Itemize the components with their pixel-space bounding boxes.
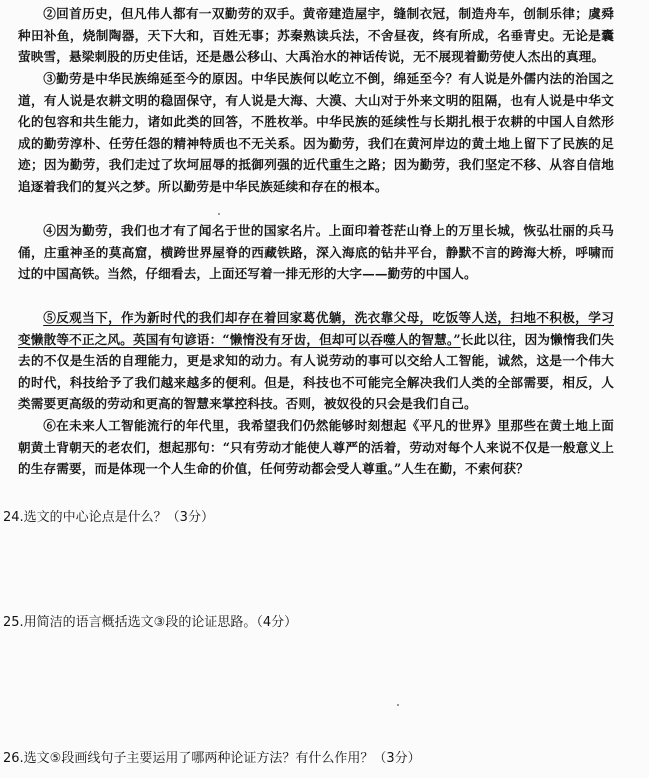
question-26: 26.选文⑤段画线句子主要运用了哪两种论证方法？有什么作用？（3分） bbox=[3, 751, 421, 766]
scan-speck bbox=[397, 704, 399, 706]
question-24: 24.选文的中心论点是什么？（3分） bbox=[3, 510, 214, 525]
underlined-sentence: ⑤反观当下，作为新时代的我们却存在着回家葛优躺，洗衣靠父母，吃饭等人送，扫地不积极，学习变懒散等不正之风。英国有句谚语：“懒惰没有牙齿，但却可以吞噬人的智慧。” bbox=[18, 310, 614, 347]
paragraph-4: ④因为勤劳，我们也才有了闻名于世的国家名片。上面印着苍茫山脊上的万里长城，恢弘壮丽的兵马俑，庄重神圣的莫高窟，横跨世界屋脊的西藏铁路，深入海底的钻井平台，静默不言的跨海大桥，呼啸而过的中国高铁。当然，仔细看去，上面还写着一排无形的大字——勤劳的中国人。 bbox=[18, 223, 614, 282]
paragraph-5-rest: 长此以往，因为懒惰我们失去的不仅是生活的自理能力，更是求知的动力。有人说劳动的事可以交给人工智能，诚然，这是一个伟大的时代，科技给予了我们越来越多的便利。但是，科技也不可能完全解决我们人类的全部需要，相反，人类需要更高级的劳动和更高的智慧来掌控科技。否则，被奴役的只会是我们自己。 bbox=[18, 331, 614, 412]
paragraph-2: ②回首历史，但凡伟人都有一双勤劳的双手。黄帝建造屋宇，缝制衣冠，制造舟车，创制乐律；虞舜种田补鱼，烧制陶器，天下大和，百姓无事；苏秦熟读兵法，不舍昼夜，终有所成，名垂青史。无论是囊萤映雪，悬梁刺股的历史佳话，还是愚公移山、大禹治水的神话传说，无不展现着勤劳使人杰出的真理。 bbox=[18, 6, 614, 65]
paragraph-6: ⑥在未来人工智能流行的年代里，我希望我们仍然能够时刻想起《平凡的世界》里那些在黄土地上面朝黄土背朝天的老农们，想起那句：“只有劳动才能使人尊严的活着，劳动对每个人来说不仅是一般意义上的生存需要，而是体现一个人生命的价值，任何劳动都会受人尊重。”人生在勤，不索何获？ bbox=[18, 418, 614, 477]
paragraph-5 bbox=[18, 307, 614, 415]
paragraph-3: ③勤劳是中华民族绵延至今的原因。中华民族何以屹立不倒，绵延至今？有人说是外儒内法的治国之道，有人说是农耕文明的稳固保守，有人说是大海、大漠、大山对于外来文明的阻隔，也有人说是中华文化的包容和共生能力，诸如此类的回答，不胜枚举。中华民族的延续性与长期扎根于农耕的中国人自然形成的勤劳淳朴、任劳任怨的精神特质也不无关系。因为勤劳，我们在黄河岸边的黄土地上留下了民族的足迹；因为勤劳，我们走过了坎坷屈辱的抵御列强的近代重生之路；因为勤劳，我们坚定不移、从容自信地追逐着我们的复兴之梦。所以勤劳是中华民族延续和存在的根本。 bbox=[18, 71, 614, 194]
scan-speck bbox=[218, 213, 220, 215]
question-25: 25.用简洁的语言概括选文③段的论证思路。（4分） bbox=[3, 615, 298, 630]
